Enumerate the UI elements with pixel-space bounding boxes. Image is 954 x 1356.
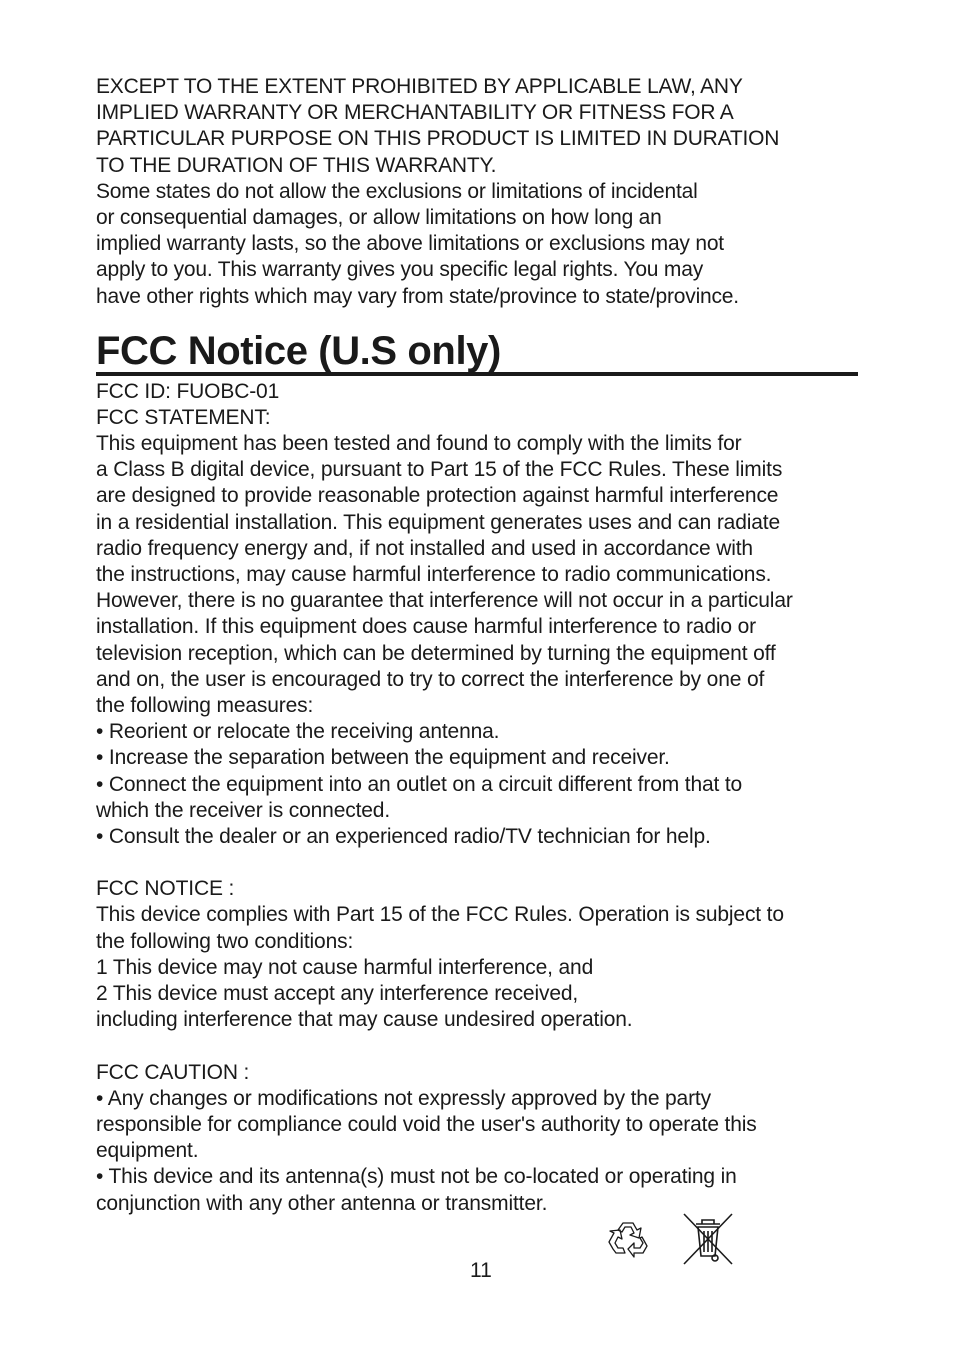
blank-line [96, 1033, 876, 1059]
recycle-icon [606, 1219, 650, 1259]
fcc-text-line: in a residential installation. This equipment generates uses and can radiate [96, 510, 780, 534]
manual-page [96, 74, 876, 1217]
fcc-text-line: • Consult the dealer or an experienced radio/TV technician for help. [96, 824, 711, 848]
fcc-heading-block [96, 327, 876, 376]
fcc-text-line: responsible for compliance could void the user's authority to operate this [96, 1112, 757, 1136]
warranty-disclaimer [96, 74, 876, 310]
warranty-text-line: implied warranty lasts, so the above limitations or exclusions may not [96, 232, 724, 256]
crossed-out-wheelie-bin-icon [680, 1210, 736, 1268]
warranty-text-line: EXCEPT TO THE EXTENT PROHIBITED BY APPLICABLE LAW, ANY [96, 75, 743, 98]
fcc-text-line: the following measures: [96, 693, 314, 717]
fcc-text-line: • Connect the equipment into an outlet on a circuit different from that to [96, 772, 743, 796]
fcc-text-line: which the receiver is connected. [96, 798, 391, 822]
page-title: FCC Notice (U.S only) [96, 328, 501, 373]
blank-line [96, 850, 876, 876]
warranty-text-line: or consequential damages, or allow limitations on how long an [96, 205, 662, 229]
fcc-text-line: However, there is no guarantee that interference will not occur in a particular [96, 589, 793, 613]
warranty-text-line: have other rights which may vary from state/province to state/province. [96, 284, 739, 308]
page-number: 11 [470, 1259, 492, 1282]
warranty-text-line: apply to you. This warranty gives you specific legal rights. You may [96, 258, 703, 282]
fcc-text-line: FCC STATEMENT: [96, 405, 271, 429]
warranty-text-line: TO THE DURATION OF THIS WARRANTY. [96, 153, 497, 177]
fcc-text-line: • Increase the separation between the equipment and receiver. [96, 746, 670, 770]
fcc-text-line: the following two conditions: [96, 929, 354, 953]
fcc-text-line: conjunction with any other antenna or transmitter. [96, 1191, 548, 1215]
fcc-text-line: • Reorient or relocate the receiving antenna. [96, 720, 500, 744]
fcc-text-line: 1 This device may not cause harmful interference, and [96, 955, 594, 979]
fcc-text-line: the instructions, may cause harmful interference to radio communications. [96, 563, 772, 586]
fcc-text-line: This device complies with Part 15 of the FCC Rules. Operation is subject to [96, 903, 784, 927]
warranty-text-line: PARTICULAR PURPOSE ON THIS PRODUCT IS LIMITED IN DURATION [96, 127, 780, 151]
fcc-text-line: FCC NOTICE : [96, 877, 235, 901]
fcc-text-line: equipment. [96, 1139, 199, 1163]
fcc-text-line: television reception, which can be determined by turning the equipment off [96, 641, 776, 665]
fcc-text-line: This equipment has been tested and found to comply with the limits for [96, 432, 742, 456]
warranty-text-line: IMPLIED WARRANTY OR MERCHANTABILITY OR FITNESS FOR A [96, 101, 734, 125]
warranty-text-line: Some states do not allow the exclusions or limitations of incidental [96, 179, 698, 203]
fcc-text-line: a Class B digital device, pursuant to Part 15 of the FCC Rules. These limits [96, 458, 783, 482]
fcc-text-line: FCC ID: FUOBC-01 [96, 379, 280, 403]
fcc-text-line: and on, the user is encouraged to try to correct the interference by one of [96, 667, 765, 691]
fcc-text-line: • This device and its antenna(s) must not be co-located or operating in [96, 1165, 737, 1189]
fcc-text-line: FCC CAUTION : [96, 1060, 250, 1084]
fcc-statement-body [96, 379, 876, 1217]
fcc-text-line: including interference that may cause undesired operation. [96, 1008, 633, 1032]
fcc-text-line: • Any changes or modifications not expressly approved by the party [96, 1086, 711, 1110]
fcc-text-line: installation. If this equipment does cause harmful interference to radio or [96, 615, 756, 639]
fcc-text-line: are designed to provide reasonable protection against harmful interference [96, 484, 779, 508]
fcc-text-line: radio frequency energy and, if not installed and used in accordance with [96, 536, 753, 560]
fcc-text-line: 2 This device must accept any interference received, [96, 982, 579, 1005]
